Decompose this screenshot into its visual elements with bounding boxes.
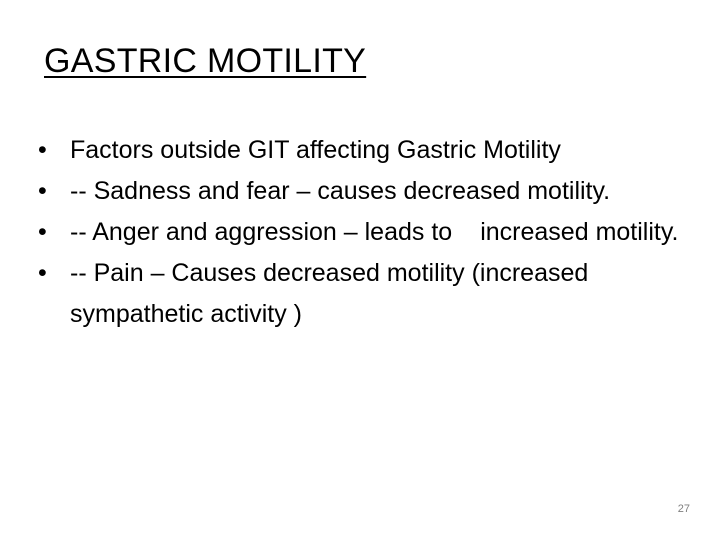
bullet-item [38, 253, 688, 335]
bullet-text: -- Pain – Causes decreased motility (increased sympathetic activity ) [70, 259, 589, 328]
bullet-text: -- Sadness and fear – causes decreased motility. [70, 177, 611, 205]
bullet-text: Factors outside GIT affecting Gastric Motility [70, 136, 561, 164]
bullet-dot-icon: • [38, 259, 47, 287]
slide-title: GASTRIC MOTILITY [44, 42, 367, 80]
bullet-list [38, 130, 688, 335]
bullet-item [38, 212, 688, 253]
bullet-text-part: motility. [595, 218, 679, 246]
bullet-text-part: -- Anger and aggression – leads to [70, 218, 453, 246]
bullet-item [38, 171, 688, 212]
bullet-dot-icon: • [38, 136, 47, 164]
page-number: 27 [677, 503, 690, 515]
bullet-text-part: increased [480, 218, 589, 246]
bullet-item [38, 130, 688, 171]
bullet-dot-icon: • [38, 218, 47, 246]
bullet-dot-icon: • [38, 177, 47, 205]
